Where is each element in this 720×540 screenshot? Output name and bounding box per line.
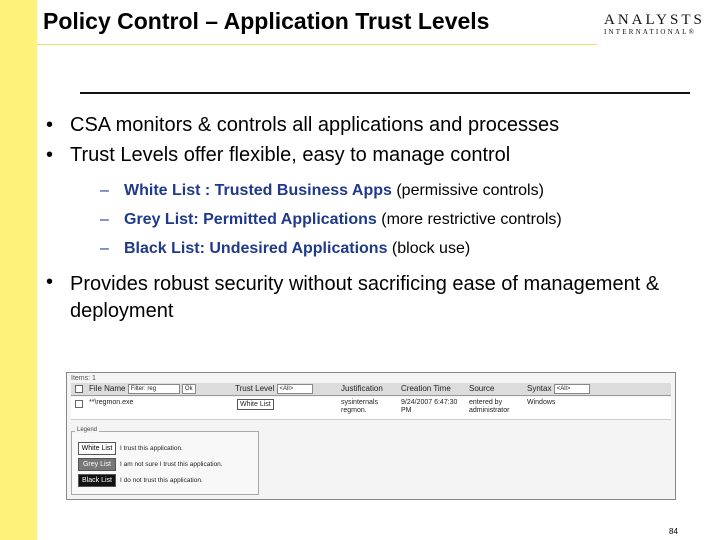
trust-badge: White List: [237, 399, 274, 410]
sub-bullet-emphasis: Black List: Undesired Applications: [124, 240, 388, 257]
row-file-name: **\regmon.exe: [89, 399, 134, 406]
column-label: File Name: [89, 384, 126, 393]
bullet-item: [46, 269, 670, 325]
table-row[interactable]: [71, 397, 671, 420]
sub-bullet-dash: –: [100, 182, 109, 199]
trust-level-filter-select[interactable]: <All>: [277, 384, 313, 394]
legend-row: [78, 442, 183, 454]
column-source[interactable]: Source: [469, 384, 495, 393]
select-all-checkbox[interactable]: [75, 385, 83, 393]
row-source: entered by administrator: [469, 399, 510, 414]
bullet-item: [46, 140, 700, 170]
row-syntax: Windows: [527, 399, 556, 406]
legend-row: [78, 474, 203, 486]
sub-bullet-dash: –: [100, 211, 109, 228]
logo-wordmark: ANALYSTS: [604, 12, 705, 28]
embedded-screenshot: [66, 372, 676, 500]
bullet-dot: •: [46, 271, 54, 293]
legend-badge-white: White List: [78, 442, 116, 455]
legend-text: I am not sure I trust this application.: [120, 461, 223, 468]
bullet-item: [46, 110, 700, 140]
logo-subtitle: INTERNATIONAL®: [604, 28, 697, 36]
grid-header: [71, 383, 671, 396]
column-label: Syntax: [527, 384, 552, 393]
bullet-text: Trust Levels offer flexible, easy to manage control: [70, 144, 511, 166]
left-accent-bar: [0, 0, 37, 540]
page-number: 84: [669, 527, 678, 536]
sub-bullet-rest: (permissive controls): [391, 182, 544, 199]
column-syntax[interactable]: [527, 383, 590, 395]
legend-box: [71, 427, 259, 495]
sub-bullet-dash: –: [100, 240, 109, 257]
file-name-filter-input[interactable]: Filter: reg: [128, 384, 180, 394]
sub-bullet-rest: (more restrictive controls): [376, 211, 562, 228]
legend-row: [78, 458, 223, 470]
sub-bullet-item: [100, 176, 700, 205]
column-label: Trust Level: [235, 384, 275, 393]
sub-bullet-rest: (block use): [387, 240, 471, 257]
row-trust-level: [237, 399, 274, 410]
sub-bullet-item: [100, 205, 700, 234]
column-justification[interactable]: Justification: [341, 384, 383, 393]
legend-title: Legend: [77, 427, 98, 433]
column-file-name[interactable]: [89, 383, 196, 395]
company-logo: [604, 13, 710, 37]
separator-line: [80, 92, 690, 94]
sub-bullet-emphasis: Grey List: Permitted Applications: [124, 211, 377, 228]
title-rule: [37, 44, 597, 45]
column-creation-time[interactable]: Creation Time: [401, 384, 451, 393]
legend-badge-black: Black List: [78, 474, 116, 487]
slide-title: Policy Control – Application Trust Levels: [43, 8, 490, 34]
legend-badge-grey: Grey List: [78, 458, 116, 471]
filter-ok-button[interactable]: Ok: [182, 384, 196, 394]
bullet-dot: •: [46, 114, 54, 136]
items-count: Items: 1: [71, 375, 96, 382]
legend-text: I trust this application.: [120, 445, 183, 452]
syntax-filter-select[interactable]: <All>: [554, 384, 590, 394]
bullet-dot: •: [46, 144, 54, 166]
bullet-text: Provides robust security without sacrificing ease of management & deployment: [70, 273, 660, 322]
bullet-list: [46, 110, 700, 325]
legend-text: I do not trust this application.: [120, 477, 203, 484]
row-creation-time: 9/24/2007 6:47:30 PM: [401, 399, 458, 414]
sub-bullet-list: [100, 176, 700, 263]
sub-bullet-emphasis: White List : Trusted Business Apps: [124, 182, 392, 199]
row-justification: sysinternals regmon.: [341, 399, 378, 414]
row-checkbox[interactable]: [75, 400, 83, 408]
sub-bullet-item: [100, 234, 700, 263]
bullet-text: CSA monitors & controls all applications and processes: [70, 114, 560, 136]
column-trust-level[interactable]: [235, 383, 313, 395]
